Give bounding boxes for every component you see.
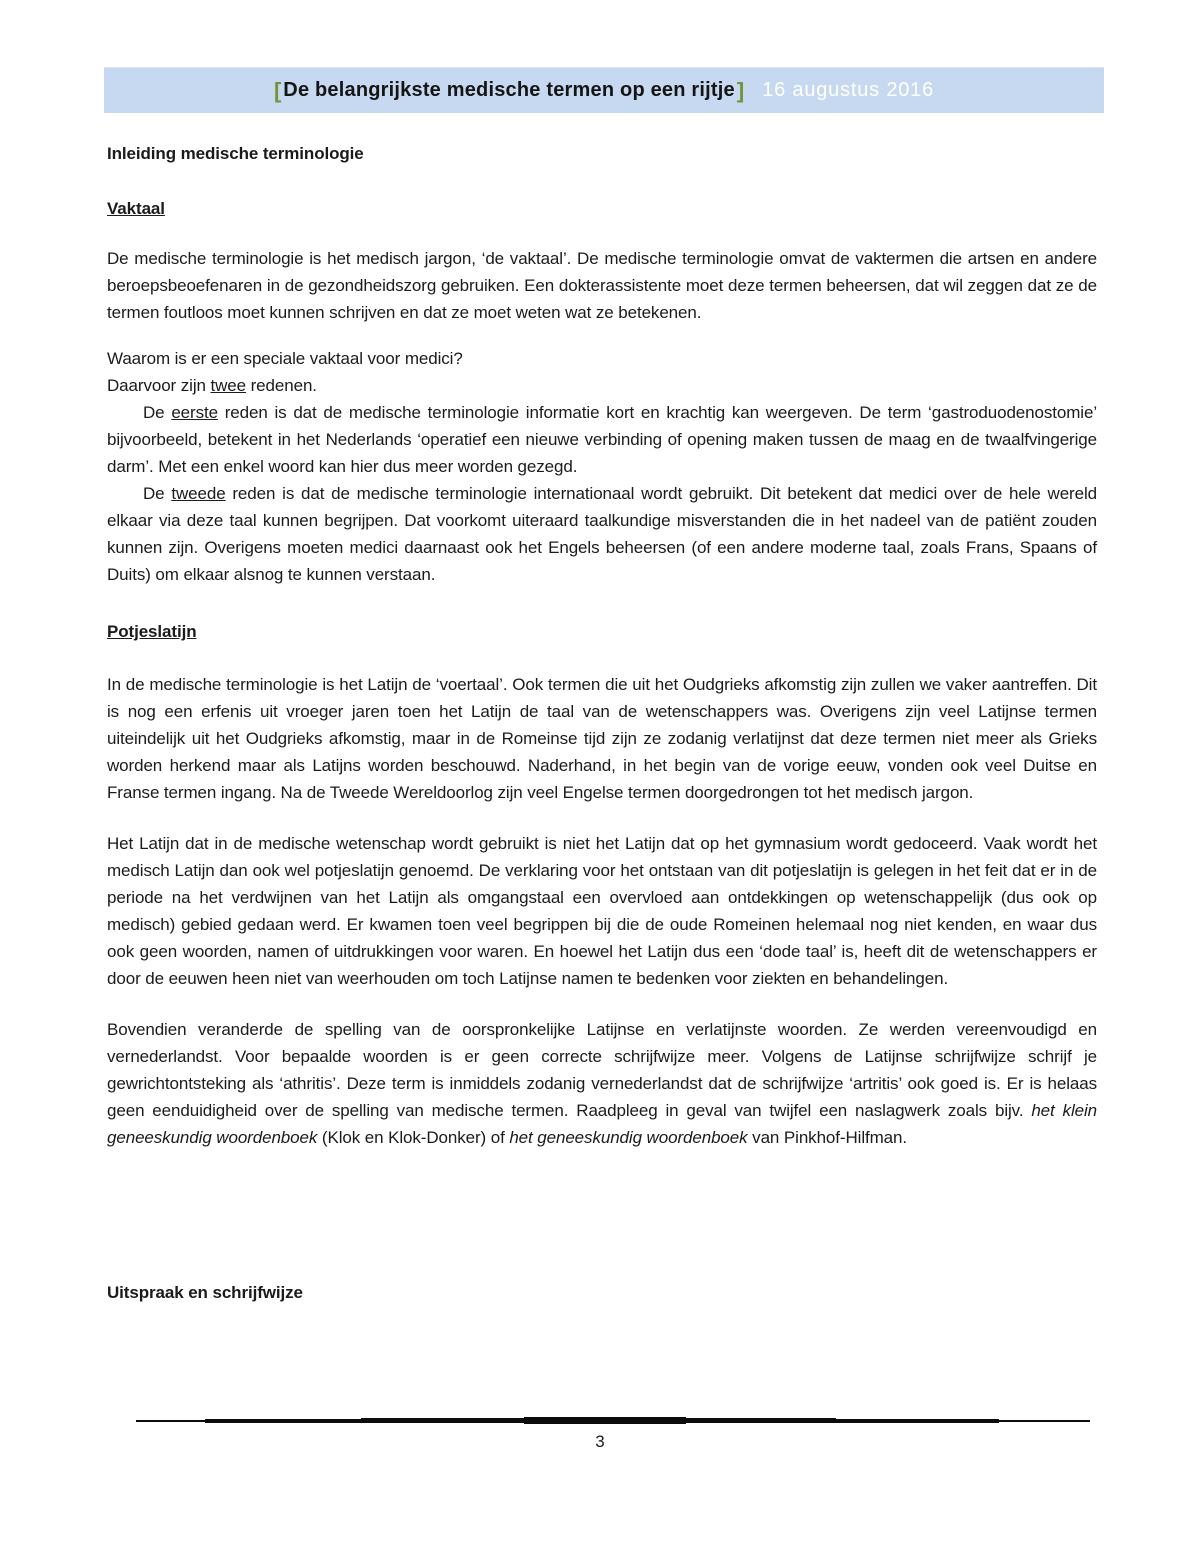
footer-divider-segment bbox=[136, 1420, 205, 1422]
text-segment: (Klok en Klok-Donker) of bbox=[317, 1128, 510, 1147]
text-segment: Waarom is er een speciale vaktaal voor medici? bbox=[107, 349, 463, 368]
footer-divider-segment bbox=[361, 1418, 524, 1423]
header-close-bracket: ] bbox=[736, 77, 745, 103]
text-segment: redenen. bbox=[246, 376, 317, 395]
paragraph-waarom-question bbox=[107, 345, 1097, 372]
footer-divider-segment bbox=[524, 1417, 686, 1424]
italic-text: het geneeskundig woordenboek bbox=[509, 1128, 748, 1147]
paragraph-spelling bbox=[107, 1016, 1097, 1151]
paragraph-vaktaal bbox=[107, 245, 1097, 326]
document-date: 16 augustus 2016 bbox=[762, 79, 935, 101]
document-body bbox=[107, 140, 1097, 1306]
document-header-banner bbox=[104, 67, 1104, 113]
text-segment: De bbox=[143, 403, 172, 422]
text-segment: van Pinkhof-Hilfman. bbox=[747, 1128, 908, 1147]
section-heading-uitspraak: Uitspraak en schrijfwijze bbox=[107, 1283, 303, 1302]
paragraph-tweede-reden bbox=[107, 480, 1097, 588]
footer-divider-segment bbox=[205, 1419, 361, 1423]
footer-divider-segment bbox=[836, 1419, 999, 1423]
footer-divider-segment bbox=[686, 1418, 836, 1423]
underlined-text: eerste bbox=[171, 403, 218, 422]
main-heading: Inleiding medische terminologie bbox=[107, 144, 364, 163]
text-segment: reden is dat de medische terminologie informatie kort en krachtig kan weergeven. De term ‘gastroduodenostomie’ bijvoorbeeld, betekent in het Nederlands ‘operatief een nieuwe verbinding of opening maken tussen de maag en de twaalfvingerige darm’. Met een enkel woord kan hier dus meer worden gezegd. bbox=[107, 403, 1098, 476]
text-segment: De medische terminologie is het medisch jargon, ‘de vaktaal’. De medische terminologie omvat de vaktermen die artsen en andere beroepsbeoefenaren in de gezondheidszorg gebruiken. Een dokterassistente moet deze termen beheersen, dat wil zeggen dat ze de termen foutloos moet kunnen schrijven en dat ze moet weten wat ze betekenen. bbox=[107, 249, 1097, 322]
section-heading-potjeslatijn: Potjeslatijn bbox=[107, 622, 197, 641]
document-title: De belangrijkste medische termen op een rijtje bbox=[283, 79, 735, 101]
paragraph-waarom-answer bbox=[107, 372, 1097, 399]
footer-divider-segment bbox=[999, 1420, 1090, 1422]
paragraph-potjeslatijn-1 bbox=[107, 671, 1097, 806]
paragraph-potjeslatijn-2 bbox=[107, 830, 1097, 992]
text-segment: De bbox=[143, 484, 172, 503]
text-segment: Het Latijn dat in de medische wetenschap wordt gebruikt is niet het Latijn dat op het gymnasium wordt gedoceerd. Vaak wordt het medisch Latijn dan ook wel potjeslatijn genoemd. De verklaring voor het ontstaan van dit potjeslatijn is gelegen in het feit dat er in de periode na het verdwijnen van het Latijn als omgangstaal een overvloed aan ontdekkingen op wetenschappelijk (dus ook op medisch) gebied gedaan werd. Er kwamen toen veel begrippen bij die de oude Romeinen helemaal nog niet kenden, en waar dus ook geen woorden, namen of uitdrukkingen voor waren. En hoewel het Latijn dus een ‘dode taal’ is, heeft dit de wetenschappers er door de eeuwen heen niet van weerhouden om toch Latijnse namen te bedenken voor ziekten en behandelingen. bbox=[107, 834, 1097, 988]
section-heading-vaktaal: Vaktaal bbox=[107, 199, 165, 218]
footer-divider bbox=[136, 1413, 1090, 1428]
italic-text: het klein geneeskundig woordenboek bbox=[107, 1101, 1098, 1147]
page-number: 3 bbox=[595, 1432, 605, 1451]
text-segment: In de medische terminologie is het Latijn de ‘voertaal’. Ook termen die uit het Oudgrieks afkomstig zijn zullen we vaker aantreffen. Dit is nog een erfenis uit vroeger jaren toen het Latijn de taal van de wetenschappers was. Overigens zijn veel Latijnse termen uiteindelijk uit het Oudgrieks afkomstig, maar in de Romeinse tijd zijn ze zodanig verlatijnst dat deze termen niet meer als Grieks worden herkend maar als Latijns worden beschouwd. Naderhand, in het begin van de vorige eeuw, vonden ook veel Duitse en Franse termen ingang. Na de Tweede Wereldoorlog zijn veel Engelse termen doorgedrongen tot het medisch jargon. bbox=[107, 675, 1097, 802]
text-segment: Daarvoor zijn bbox=[107, 376, 211, 395]
text-segment: Bovendien veranderde de spelling van de oorspronkelijke Latijnse en verlatijnste woorden. Ze werden vereenvoudigd en vernederlandst. Voor bepaalde woorden is er geen correcte schrijfwijze meer. Volgens de Latijnse schrijfwijze schrijf je gewrichtontsteking als ‘athritis’. Deze term is inmiddels zodanig vernederlandst dat de schrijfwijze ‘artritis’ ook goed is. Er is helaas geen eenduidigheid over de spelling van medische termen. Raadpleeg in geval van twijfel een naslagwerk zoals bijv. bbox=[107, 1020, 1097, 1120]
underlined-text: tweede bbox=[171, 484, 226, 503]
underlined-text: twee bbox=[210, 376, 246, 395]
header-open-bracket: [ bbox=[273, 77, 282, 103]
paragraph-eerste-reden bbox=[107, 399, 1097, 480]
text-segment: reden is dat de medische terminologie internationaal wordt gebruikt. Dit betekent dat medici over de hele wereld elkaar via deze taal kunnen begrijpen. Dat voorkomt uiteraard taalkundige misverstanden die in het nadeel van de patiënt zouden kunnen zijn. Overigens moeten medici daarnaast ook het Engels beheersen (of een andere moderne taal, zoals Frans, Spaans of Duits) om elkaar alsnog te kunnen verstaan. bbox=[107, 484, 1098, 584]
